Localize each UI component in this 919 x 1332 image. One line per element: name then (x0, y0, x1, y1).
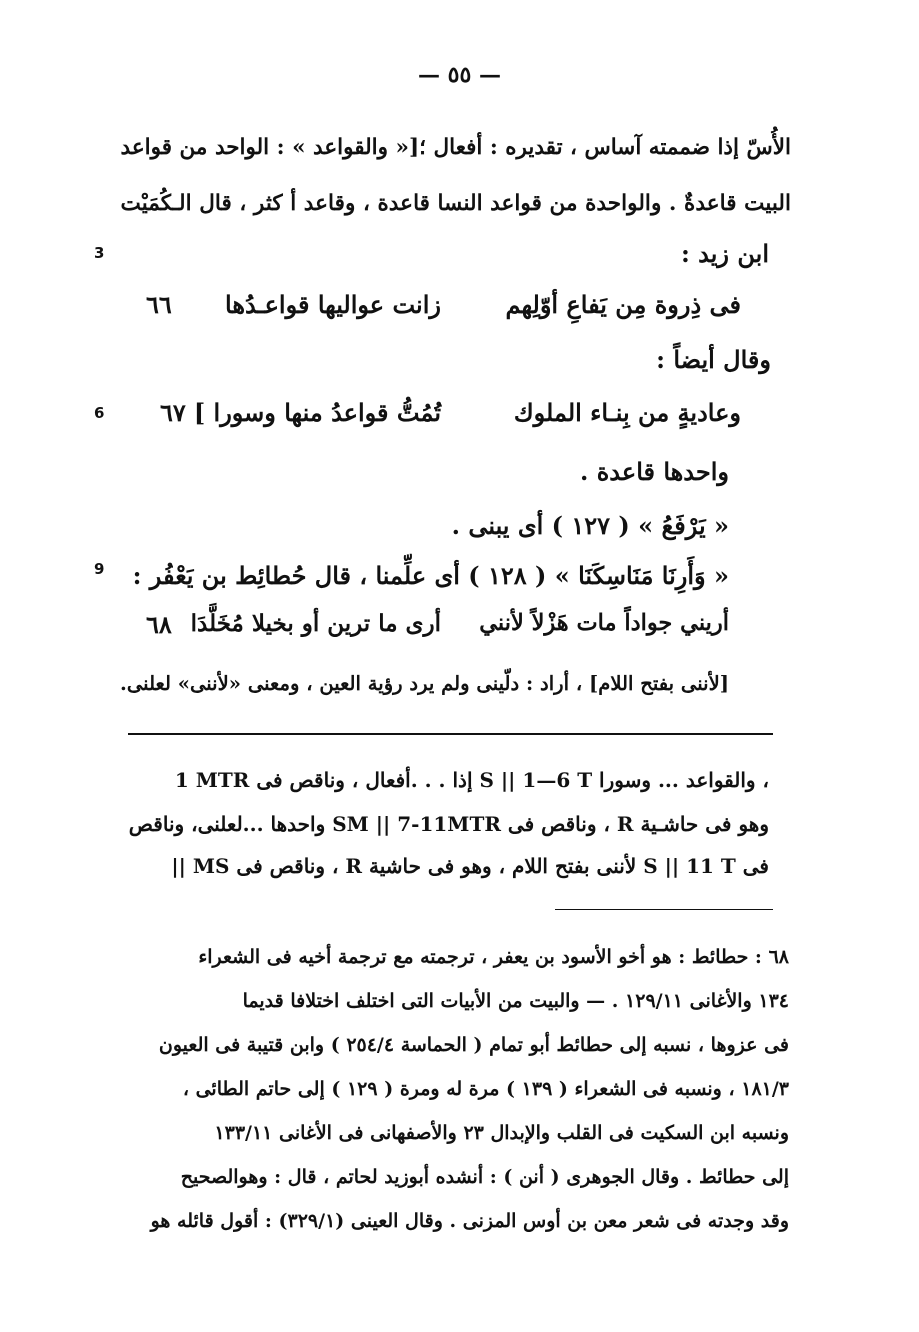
verse-67-second-hemistich: تُمُتُّ قواعدُ منها وسورا ] (193, 398, 441, 427)
apparatus-line-3: فى S || 11 T لأننى بفتح اللام ، وهو فى حاشية R ، وناقص فى MS || (171, 854, 769, 878)
main-text-line-7: واحدها قاعدة . (579, 457, 729, 486)
note-line-7: وقد وجدته فى شعر معن بن أوس المزنى . وقال العينى (٣٢٩/١) : أقول قائله هو (150, 1210, 789, 1232)
note-line-5: ونسبه ابن السكيت فى القلب والإبدال ٢٣ والأصفهانى فى الأغانى ١٣٣/١١ (214, 1122, 789, 1144)
line-number-3: 3 (94, 244, 105, 262)
main-text-line-5: وقال أيضاً : (656, 345, 771, 374)
notes-divider-rule (555, 909, 773, 910)
note-line-6: إلى حطائط . وقال الجوهرى ( أنن ) : أنشده أبوزيد لحاتم ، قال : وهوالصحيح (180, 1166, 789, 1188)
main-text-line-3: ابن زيد : (680, 239, 769, 268)
note-line-2: ١٣٤ والأغانى ١٢٩/١١ . — والبيت من الأبيات التى اختلف اختلافا قديما (242, 990, 789, 1012)
verse-66-first-hemistich: فى ذِروة مِن يَفاعِ أوّلِهم (505, 290, 741, 319)
main-text-line-8: « يَرْفَعُ » ( ١٢٧ ) أى يبنى . (451, 511, 729, 540)
verse-68-second-hemistich: أرى ما ترين أو بخيلا مُخَلَّدَا (190, 610, 441, 637)
main-text-line-2: البيت قاعدةٌ . والواحدة من قواعد النسا قاعدة ، وقاعد أ كثر ، قال الـكُمَيْت (120, 191, 791, 216)
verse-66-second-hemistich: زانت عواليها قواعـدُها (225, 290, 441, 319)
main-divider-rule (128, 733, 773, 735)
verse-68-first-hemistich: أريني جواداً مات هَزْلاً لأنني (479, 610, 729, 636)
main-text-line-1: الأُسّ إذا ضممته آساس ، تقديره : أفعال ؛[« والقواعد » : الواحد من قواعد (120, 135, 791, 160)
verse-68-number: ٦٨ (146, 610, 172, 639)
note-line-4: ١٨١/٣ ، ونسبه فى الشعراء ( ١٣٩ ) مرة له ومرة ( ١٢٩ ) إلى حاتم الطائى ، (182, 1078, 789, 1100)
apparatus-line-1: 1 MTR إذا . . .أفعال ، وناقص فى S || 1—6 T والقواعد ... وسورا ، (174, 768, 769, 792)
main-text-line-9: « وَأَرِنَا مَنَاسِكَنَا » ( ١٢٨ ) أى علِّمنا ، قال حُطائِط بن يَعْفُر : (132, 561, 729, 590)
verse-67-number: ٦٧ (160, 398, 186, 427)
verse-66-number: ٦٦ (146, 290, 172, 319)
line-number-9: 9 (94, 560, 105, 578)
verse-67-first-hemistich: وعاديةٍ من بِنـاء الملوك (513, 398, 741, 427)
main-text-line-11: [لأننى بفتح اللام] ، أراد : دلّينى ولم يرد رؤية العين ، ومعنى «لأننى» لعلنى. (120, 672, 729, 695)
page-number: — ٥٥ — (418, 62, 501, 88)
line-number-6: 6 (94, 404, 105, 422)
note-line-1: ٦٨ : حطائط : هو أخو الأسود بن يعفر ، ترجمته مع ترجمة أخيه فى الشعراء (198, 946, 789, 968)
note-line-3: فى عزوها ، نسبه إلى حطائط أبو تمام ( الحماسة ٢٥٤/٤ ) وابن قتيبة فى العيون (158, 1034, 789, 1056)
apparatus-line-2: وهو فى حاشـية R ، وناقص فى SM || 7-11MTR واحدها ...لعلنى، وناقص (128, 812, 769, 836)
